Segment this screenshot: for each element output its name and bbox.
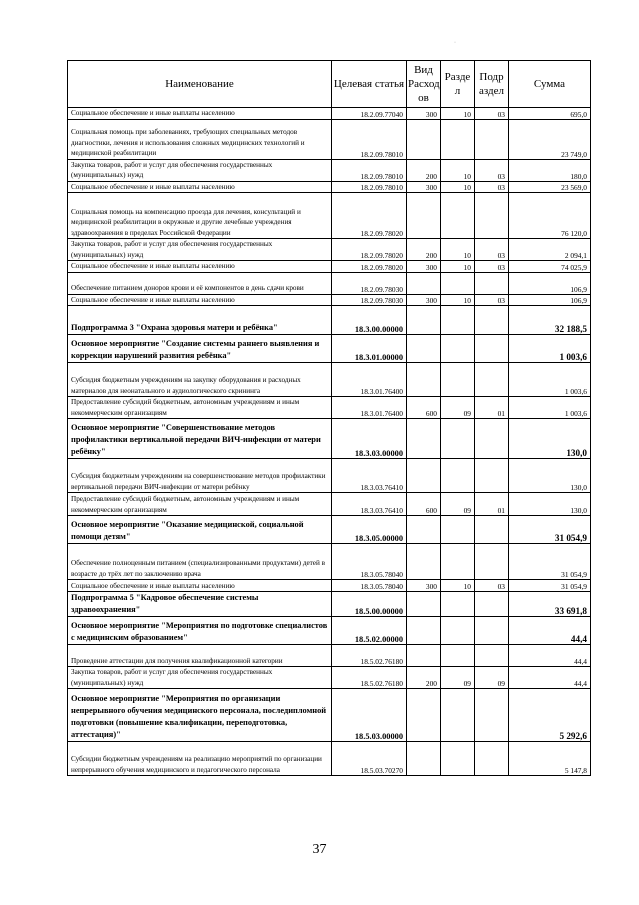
row-section: 09 [441,667,475,689]
row-expense-type: 300 [407,261,441,273]
row-name: Субсидия бюджетным учреждениям на закупку оборудования и расходных материалов для неонатального и аудиологического скрининга [68,363,332,397]
row-code: 18.2.09.78010 [332,119,407,159]
row-code: 18.2.09.78010 [332,159,407,181]
row-sum: 5 292,6 [509,689,591,742]
row-subsection [475,516,509,544]
row-section [441,592,475,617]
row-subsection: 03 [475,181,509,193]
table-row [68,617,591,645]
table-row [68,459,591,493]
row-name: Проведение аттестации для получения квалификационной категории [68,645,332,667]
page-number: 37 [312,842,327,857]
row-name: Социальное обеспечение и иные выплаты населению [68,108,332,120]
row-subsection [475,617,509,645]
row-code: 18.2.09.78030 [332,272,407,294]
row-name: Субсидии бюджетным учреждениям на реализацию мероприятий по организации непрерывного обучения медицинского и педагогического персонала [68,742,332,776]
row-section [441,459,475,493]
row-section: 10 [441,181,475,193]
row-expense-type [407,689,441,742]
row-code: 18.3.01.76400 [332,363,407,397]
row-section [441,272,475,294]
row-section: 10 [441,108,475,120]
row-code: 18.2.09.78030 [332,294,407,306]
row-subsection [475,119,509,159]
row-code: 18.2.09.78020 [332,261,407,273]
row-subsection [475,272,509,294]
row-name: Обеспечение полноценным питанием (специализированными продуктами) детей в возрасте до трёх лет по заключению врача [68,544,332,580]
row-name: Социальная помощь на компенсацию проезда для лечения, консультаций и медицинской реабилитации в окружные и другие лечебные учреждения здравоохранения в пределах Российской Федерации [68,193,332,239]
row-section: 10 [441,294,475,306]
row-section [441,193,475,239]
row-sum: 31 054,9 [509,580,591,592]
table-row [68,689,591,742]
row-code: 18.3.00.00000 [332,306,407,335]
row-sum: 23 569,0 [509,181,591,193]
table-row [68,159,591,181]
header-expense-type: Вид Расход ов [407,61,441,108]
table-row [68,239,591,261]
row-section: 10 [441,580,475,592]
row-name: Социальное обеспечение и иные выплаты населению [68,294,332,306]
row-code: 18.3.01.76400 [332,397,407,419]
row-expense-type: 600 [407,493,441,516]
row-subsection [475,645,509,667]
row-expense-type [407,516,441,544]
row-code: 18.3.03.76410 [332,493,407,516]
row-expense-type: 200 [407,239,441,261]
row-section [441,419,475,459]
row-name: Закупка товаров, работ и услуг для обеспечения государственных (муниципальных) нужд [68,667,332,689]
row-subsection: 03 [475,239,509,261]
table-row [68,592,591,617]
row-code: 18.2.09.78020 [332,239,407,261]
row-code: 18.5.02.00000 [332,617,407,645]
row-code: 18.3.05.00000 [332,516,407,544]
row-name: Субсидия бюджетным учреждениям на совершенствование методов профилактики вертикальной передачи ВИЧ-инфекции от матери ребёнку [68,459,332,493]
row-expense-type [407,193,441,239]
table-body [68,108,591,776]
row-subsection [475,742,509,776]
table-row [68,193,591,239]
row-sum: 5 147,8 [509,742,591,776]
row-subsection [475,363,509,397]
table-header-row [68,61,591,108]
row-subsection [475,306,509,335]
row-name: Основное мероприятие "Мероприятия по организации непрерывного обучения медицинского персонала, последипломной подготовки (повышение квалификации, переподготовка, аттестация)" [68,689,332,742]
row-section [441,742,475,776]
row-subsection: 01 [475,493,509,516]
table-row [68,645,591,667]
row-name: Основное мероприятие "Создание системы раннего выявления и коррекции нарушений развития ребёнка" [68,335,332,363]
table-row [68,493,591,516]
row-section [441,689,475,742]
row-name: Предоставление субсидий бюджетным, автономным учреждениям и иным некоммерческим организациям [68,493,332,516]
table-row [68,397,591,419]
row-sum: 23 749,0 [509,119,591,159]
row-name: Подпрограмма 3 "Охрана здоровья матери и ребёнка" [68,306,332,335]
table-row [68,667,591,689]
row-code: 18.3.05.78040 [332,580,407,592]
row-subsection: 03 [475,294,509,306]
row-subsection: 03 [475,159,509,181]
row-expense-type: 200 [407,667,441,689]
row-code: 18.3.01.00000 [332,335,407,363]
row-sum: 695,0 [509,108,591,120]
row-section: 10 [441,159,475,181]
row-sum: 2 094,1 [509,239,591,261]
row-expense-type [407,742,441,776]
row-expense-type [407,645,441,667]
row-name: Предоставление субсидий бюджетным, автономным учреждениям и иным некоммерческим организациям [68,397,332,419]
table-row [68,261,591,273]
row-expense-type: 300 [407,294,441,306]
row-expense-type: 200 [407,159,441,181]
row-code: 18.5.02.76180 [332,667,407,689]
row-section: 10 [441,239,475,261]
table-row [68,742,591,776]
row-sum: 130,0 [509,459,591,493]
row-expense-type [407,459,441,493]
row-name: Социальное обеспечение и иные выплаты населению [68,181,332,193]
row-sum: 44,4 [509,617,591,645]
row-code: 18.2.09.78010 [332,181,407,193]
row-sum: 31 054,9 [509,544,591,580]
row-section [441,363,475,397]
row-name: Социальное обеспечение и иные выплаты населению [68,261,332,273]
row-section [441,119,475,159]
row-subsection: 03 [475,108,509,120]
row-sum: 33 691,8 [509,592,591,617]
table-row [68,580,591,592]
row-sum: 74 025,9 [509,261,591,273]
table-row [68,272,591,294]
row-expense-type: 300 [407,108,441,120]
row-subsection [475,544,509,580]
row-section: 09 [441,493,475,516]
row-expense-type: 600 [407,397,441,419]
row-subsection [475,592,509,617]
row-name: Социальная помощь при заболеваниях, требующих специальных методов диагностики, лечения и использования сложных медицинских технологий и медицинской реабилитации [68,119,332,159]
row-expense-type [407,592,441,617]
table-row [68,306,591,335]
row-subsection [475,335,509,363]
header-subsection: Подр аздел [475,61,509,108]
row-sum: 130,0 [509,493,591,516]
row-name: Социальное обеспечение и иные выплаты населению [68,580,332,592]
row-subsection: 01 [475,397,509,419]
row-expense-type [407,544,441,580]
table-row [68,516,591,544]
row-section [441,335,475,363]
row-sum: 32 188,5 [509,306,591,335]
row-subsection [475,193,509,239]
row-code: 18.2.09.78020 [332,193,407,239]
table-row [68,419,591,459]
row-sum: 1 003,6 [509,335,591,363]
row-sum: 31 054,9 [509,516,591,544]
row-sum: 130,0 [509,419,591,459]
row-sum: 44,4 [509,645,591,667]
row-name: Закупка товаров, работ и услуг для обеспечения государственных (муниципальных) нужд [68,159,332,181]
row-subsection [475,419,509,459]
row-name: Подпрограмма 5 "Кадровое обеспечение системы здравоохранения" [68,592,332,617]
row-code: 18.2.09.77040 [332,108,407,120]
row-code: 18.3.05.78040 [332,544,407,580]
row-expense-type [407,419,441,459]
row-subsection: 03 [475,261,509,273]
row-expense-type: 300 [407,181,441,193]
row-sum: 106,9 [509,294,591,306]
row-code: 18.5.02.76180 [332,645,407,667]
row-subsection: 03 [475,580,509,592]
row-expense-type [407,617,441,645]
row-expense-type [407,306,441,335]
row-code: 18.3.03.00000 [332,419,407,459]
row-code: 18.5.00.00000 [332,592,407,617]
table-row [68,119,591,159]
row-section [441,544,475,580]
row-sum: 76 120,0 [509,193,591,239]
table-row [68,363,591,397]
row-name: Закупка товаров, работ и услуг для обеспечения государственных (муниципальных) нужд [68,239,332,261]
row-sum: 1 003,6 [509,397,591,419]
header-name: Наименование [68,61,332,108]
table-row [68,294,591,306]
scan-mark: · [454,40,456,46]
row-sum: 44,4 [509,667,591,689]
row-expense-type [407,363,441,397]
row-sum: 1 003,6 [509,363,591,397]
row-code: 18.3.03.76410 [332,459,407,493]
row-section [441,516,475,544]
budget-table [67,60,591,776]
row-code: 18.5.03.00000 [332,689,407,742]
row-expense-type: 300 [407,580,441,592]
row-section [441,645,475,667]
row-expense-type [407,272,441,294]
row-name: Основное мероприятие "Совершенствование методов профилактики вертикальной передачи ВИЧ-инфекции от матери ребёнку" [68,419,332,459]
header-section: Разде л [441,61,475,108]
row-subsection [475,689,509,742]
row-subsection: 09 [475,667,509,689]
table-row [68,108,591,120]
row-sum: 180,0 [509,159,591,181]
table-row [68,544,591,580]
row-name: Обеспечение питанием доноров крови и её компонентов в день сдачи крови [68,272,332,294]
row-expense-type [407,335,441,363]
table-row [68,181,591,193]
header-sum: Сумма [509,61,591,108]
row-subsection [475,459,509,493]
row-section: 10 [441,261,475,273]
row-name: Основное мероприятие "Мероприятия по подготовке специалистов с медицинским образованием" [68,617,332,645]
row-code: 18.5.03.70270 [332,742,407,776]
row-name: Основное мероприятие "Оказание медицинской, социальной помощи детям" [68,516,332,544]
row-sum: 106,9 [509,272,591,294]
row-expense-type [407,119,441,159]
table-row [68,335,591,363]
row-section [441,306,475,335]
row-section [441,617,475,645]
header-target: Целевая статья [332,61,407,108]
row-section: 09 [441,397,475,419]
